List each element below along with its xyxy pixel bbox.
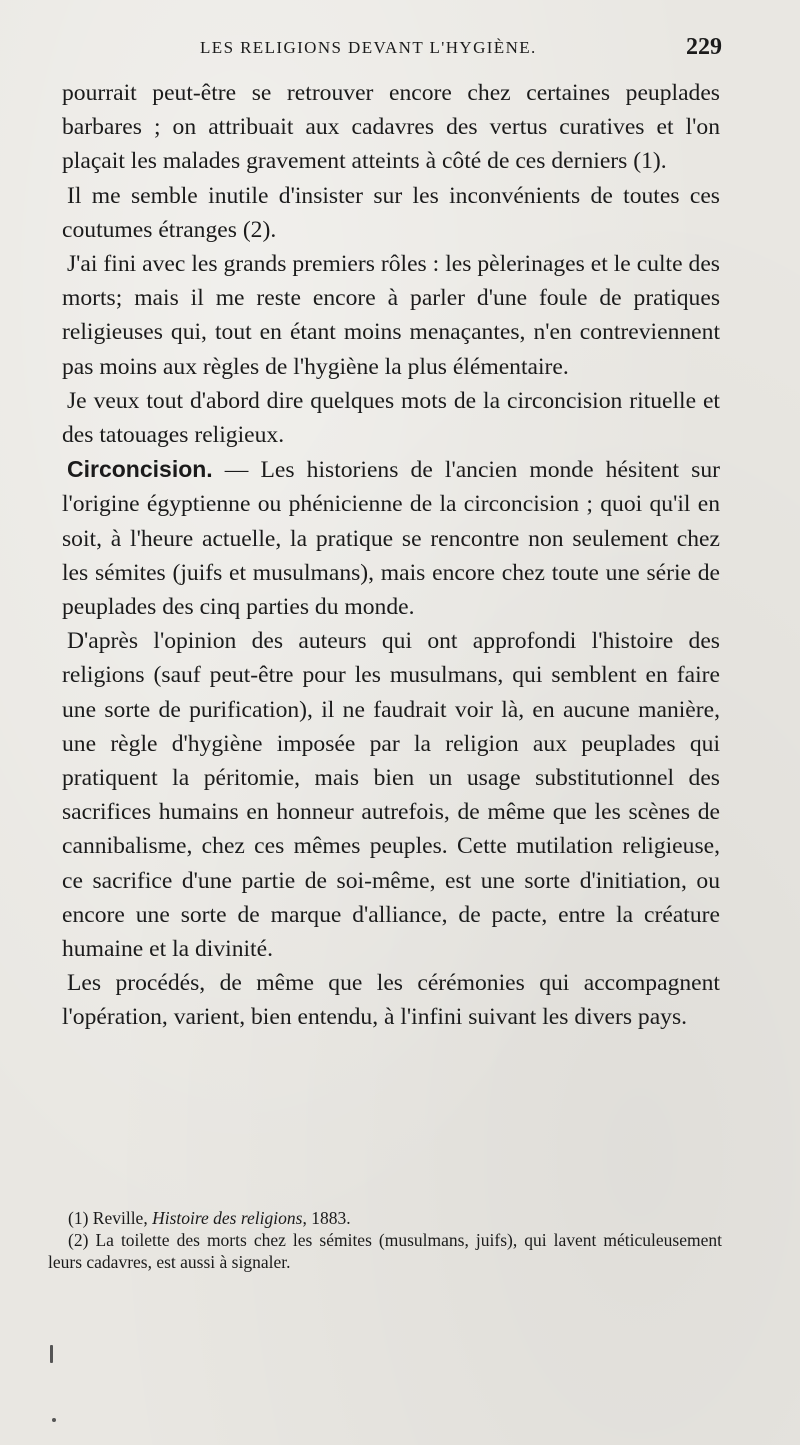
paragraph-inconvenients: Il me semble inutile d'insister sur les inconvénients de toutes ces coutumes étranges (2). xyxy=(62,182,720,243)
footnote-1 xyxy=(48,1207,722,1229)
print-speck xyxy=(52,1418,56,1422)
footnote-number: (1) xyxy=(68,1208,89,1228)
section-text: — Les historiens de l'ancien monde hésitent sur l'origine égyptienne ou phénicienne de la circoncision ; quoi qu'il en soit, à l'heure actuelle, la pratique se rencontre non seulement chez les sémites (juifs et musulmans), mais encore chez toute une série de peuplades des cinq parties du monde. xyxy=(62,457,720,621)
running-title: LES RELIGIONS DEVANT L'HYGIÈNE. xyxy=(200,38,537,57)
section-heading: Circoncision. xyxy=(67,456,213,483)
footnote-title: Histoire des religions xyxy=(152,1208,303,1228)
paragraph-continuation: pourrait peut-être se retrouver encore chez certaines peuplades barbares ; on attribuait aux cadavres des vertus curatives et l'on plaçait les malades gravement atteints à côté de ces derniers (1). xyxy=(62,80,720,175)
paragraph-circoncision-intro: Je veux tout d'abord dire quelques mots de la circoncision rituelle et des tatouages religieux. xyxy=(62,387,720,449)
footnote-rest: , 1883. xyxy=(302,1208,351,1228)
footnote-2 xyxy=(48,1229,722,1273)
page-header xyxy=(62,34,722,66)
print-speck xyxy=(50,1345,53,1363)
paragraph-premiers-roles: J'ai fini avec les grands premiers rôles : les pèlerinages et le culte des morts; mais il me reste encore à parler d'une foule de pratiques religieuses qui, tout en étant moins menaçantes, n'en contreviennent pas moins aux règles de l'hygiène la plus élémentaire. xyxy=(62,251,720,380)
footnote-number: (2) xyxy=(68,1230,89,1250)
footnote-author: Reville, xyxy=(92,1208,153,1228)
paragraph-opinion-auteurs: D'après l'opinion des auteurs qui ont approfondi l'histoire des religions (sauf peut-être pour les musulmans, qui semblent en faire une sorte de purification), il ne faudrait voir là, en aucune manière, une règle d'hygiène imposée par la religion aux peuplades qui pratiquent la péritomie, mais bien un usage substitutionnel des sacrifices humains en honneur autrefois, de même que les scènes de cannibalisme, chez ces mêmes peuples. Cette mutilation religieuse, ce sacrifice d'une partie de soi-même, est une sorte d'initiation, ou encore une sorte de marque d'alliance, de pacte, entre la créature humaine et la divinité. xyxy=(62,628,720,963)
paragraph-procedes: Les procédés, de même que les cérémonies qui accompagnent l'opération, varient, bien entendu, à l'infini suivant les divers pays. xyxy=(62,970,720,1031)
footnotes xyxy=(48,1207,722,1273)
page-number: 229 xyxy=(686,34,722,60)
paragraph-circoncision-section xyxy=(62,452,720,624)
footnote-text: La toilette des morts chez les sémites (musulmans, juifs), qui lavent méticuleusement leurs cadavres, est aussi à signaler. xyxy=(48,1230,722,1272)
body-text xyxy=(62,76,720,1035)
